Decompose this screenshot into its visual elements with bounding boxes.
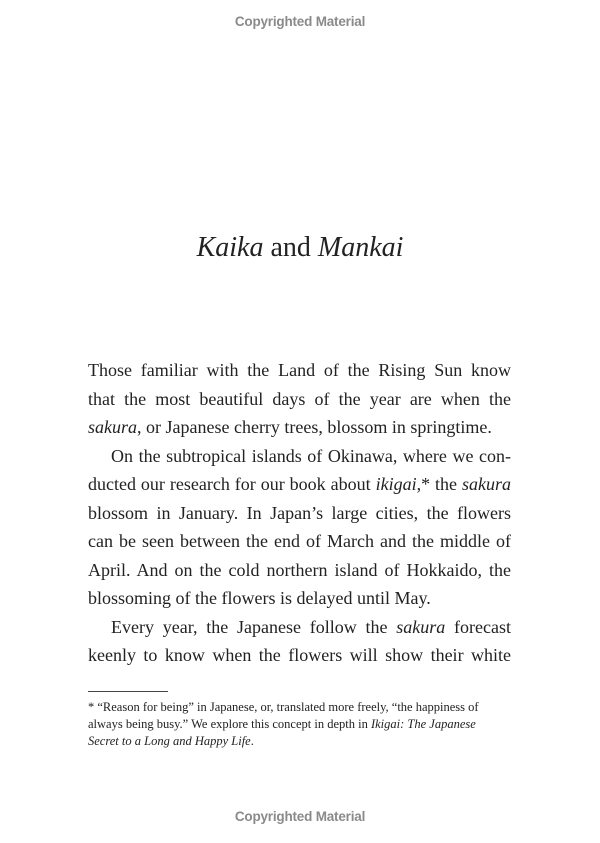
italic-text: ikigai [375, 474, 417, 494]
italic-text: Secret to a Long and Happy Life [88, 734, 251, 748]
paragraph-line [88, 613, 511, 642]
paragraph-line [88, 356, 511, 385]
copyright-watermark-bottom: Copyrighted Material [234, 809, 366, 824]
title-mankai: Mankai [317, 232, 404, 263]
text-segment: blossoming of the flowers is delayed until May. [88, 588, 431, 608]
text-segment: April. And on the cold northern island of Hokkaido, the [88, 559, 511, 580]
text-segment: blossom in January. In Japan’s large cities, the flowers [88, 502, 511, 523]
text-segment: forecast [445, 616, 511, 637]
copyright-watermark-top: Copyrighted Material [234, 14, 366, 29]
text-segment: can be seen between the end of March and the middle of [88, 531, 511, 551]
text-segment: ducted our research for our book about [88, 474, 376, 494]
paragraph-line [88, 584, 511, 613]
footnote-line [88, 733, 508, 750]
body-text [88, 356, 511, 670]
footnote-rule [88, 691, 168, 692]
footnote [88, 699, 508, 750]
italic-text: sakura [88, 417, 137, 437]
chapter-title [0, 232, 600, 264]
text-segment: * “Reason for being” in Japanese, or, translated more freely, “the happiness of [88, 700, 479, 714]
paragraph-line [88, 385, 511, 414]
text-segment: On the subtropical islands of Okinawa, where we con- [111, 445, 511, 466]
paragraph-line [88, 641, 511, 670]
paragraph-line [88, 499, 511, 528]
title-kaika: Kaika [196, 232, 264, 263]
text-segment: keenly to know when the flowers will show their white [88, 645, 511, 665]
italic-text: sakura [462, 474, 511, 494]
paragraph-line [88, 527, 511, 556]
text-segment: Those familiar with the Land of the Rising Sun know [88, 360, 511, 380]
italic-text: Ikigai: The Japanese [370, 717, 476, 731]
text-segment: Every year, the Japanese follow the [111, 616, 397, 637]
paragraph-line [88, 413, 511, 442]
text-segment: that the most beautiful days of the year are when the [88, 388, 511, 409]
title-and: and [263, 232, 318, 263]
paragraph-line [88, 556, 511, 585]
paragraph-line [88, 470, 511, 499]
footnote-line [88, 716, 508, 733]
footnote-line [88, 699, 508, 716]
text-segment: , or Japanese cherry trees, blossom in springtime. [137, 417, 492, 437]
text-segment: . [250, 734, 254, 748]
italic-text: sakura [396, 616, 446, 637]
paragraph-line [88, 442, 511, 471]
text-segment: ,* the [416, 474, 462, 494]
text-segment: always being busy.” We explore this concept in depth in [88, 717, 371, 731]
